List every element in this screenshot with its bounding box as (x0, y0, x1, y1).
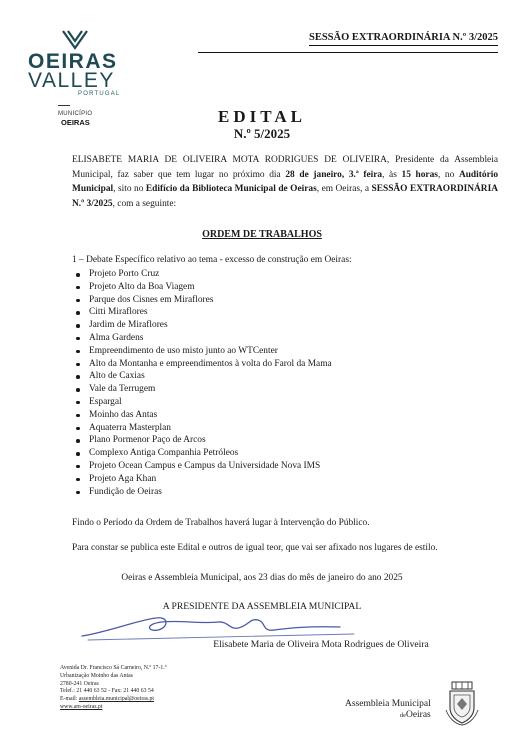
public-intervention-note: Findo o Período da Ordem de Trabalhos haverá lugar à Intervenção do Público. (72, 518, 370, 528)
list-item: Vale da Terrugem (72, 383, 332, 396)
municipality-name: OEIRAS (61, 118, 90, 127)
list-item: Projeto Aga Khan (72, 473, 332, 486)
project-list (72, 268, 332, 498)
intro-paragraph (72, 153, 498, 211)
list-item: Citti Miraflores (72, 306, 332, 319)
email-link[interactable]: assembleia.municipal@oeiras.pt (78, 696, 155, 703)
assembly-line (345, 710, 431, 721)
session-header: SESSÃO EXTRAORDINÁRIA N.º 3/2025 (309, 32, 498, 46)
signatory-name: Elisabete Maria de Oliveira Mota Rodrigues de Oliveira (213, 639, 429, 650)
list-item: Complexo Antiga Companhia Petróleos (72, 447, 332, 460)
list-item: Aquaterra Masterplan (72, 422, 332, 435)
logo-text-portugal: PORTUGAL (78, 91, 121, 97)
logo-text-oeiras: OEIRAS (28, 50, 118, 73)
assembly-wordmark (345, 699, 431, 721)
intro-text: , com a seguinte: (112, 198, 177, 209)
agenda-item-1: 1 – Debate Específico relativo ao tema - excesso de construção em Oeiras: (72, 255, 352, 265)
intro-text: , no (437, 169, 459, 180)
intro-building: Edifício da Biblioteca Municipal de Oeiras (145, 184, 317, 195)
list-item: Moinho das Antas (72, 409, 332, 422)
website-link[interactable]: www.am-oeiras.pt (60, 703, 103, 710)
list-item: Fundição de Oeiras (72, 486, 332, 499)
header-rule (198, 52, 498, 53)
document-title: EDITAL (218, 107, 306, 126)
municipality-label: MUNICÍPIO (58, 111, 93, 117)
document-number: N.º 5/2025 (233, 126, 291, 141)
logo-text-valley: VALLEY (28, 69, 115, 92)
intro-text: , às (382, 169, 402, 180)
assembly-de: de (399, 712, 406, 719)
list-item: Alto de Caxias (72, 370, 332, 383)
list-item: Alto da Montanha e empreendimentos à volta do Farol da Mama (72, 358, 332, 371)
publication-note: Para constar se publica este Edital e outros de igual teor, que vai ser afixado nos lugares de estilo. (72, 543, 438, 553)
logo-divider (58, 105, 70, 106)
list-item: Plano Pormenor Paço de Arcos (72, 434, 332, 447)
list-item: Jardim de Miraflores (72, 319, 332, 332)
list-item: Projeto Porto Cruz (72, 268, 332, 281)
phone-line: Telef.: 21 440 63 52 - Fax: 21 440 63 54 (60, 688, 154, 695)
intro-date: 28 de janeiro, 3.ª feira (285, 169, 383, 180)
address-line: Avenida Dr. Francisco Sá Carneiro, N.º 17-1.º (60, 665, 167, 671)
address-line: Urbanização Moinho das Antas (60, 672, 133, 679)
intro-text: , em Oeiras, a (316, 184, 372, 195)
agenda-title: ORDEM DE TRABALHOS (202, 229, 322, 240)
intro-text: , sito no (113, 184, 146, 195)
assembly-line: Assembleia Municipal (345, 699, 431, 709)
coat-of-arms-icon (445, 680, 479, 726)
assembly-oeiras: Oeiras (405, 710, 431, 720)
intro-text: ELISABETE MARIA DE OLIVEIRA MOTA RODRIGUES DE OLIVEIRA, Presidente da Assembleia Municipal, faz saber que tem lugar no próximo dia (72, 155, 498, 180)
address-line: 2780-241 Oeiras (60, 680, 99, 687)
signatory-title: A PRESIDENTE DA ASSEMBLEIA MUNICIPAL (162, 601, 362, 612)
list-item: Empreendimento de uso misto junto ao WTCenter (72, 345, 332, 358)
footer-address (60, 665, 167, 712)
email-line (60, 696, 167, 704)
list-item: Projeto Ocean Campus e Campus da Universidade Nova IMS (72, 460, 332, 473)
intro-venue: Auditório Municipal (72, 169, 499, 195)
chevron-logo-icon (62, 30, 88, 50)
list-item: Alma Gardens (72, 332, 332, 345)
intro-time: 15 horas (401, 169, 438, 180)
list-item: Projeto Alto da Boa Viagem (72, 281, 332, 294)
dateline: Oeiras e Assembleia Municipal, aos 23 dias do mês de janeiro do ano 2025 (121, 573, 403, 583)
intro-session: SESSÃO EXTRAORDINÁRIA N.º 3/2025 (72, 184, 498, 209)
list-item: Parque dos Cisnes em Miraflores (72, 294, 332, 307)
email-label: E-mail: (60, 696, 79, 703)
list-item: Espargal (72, 396, 332, 409)
